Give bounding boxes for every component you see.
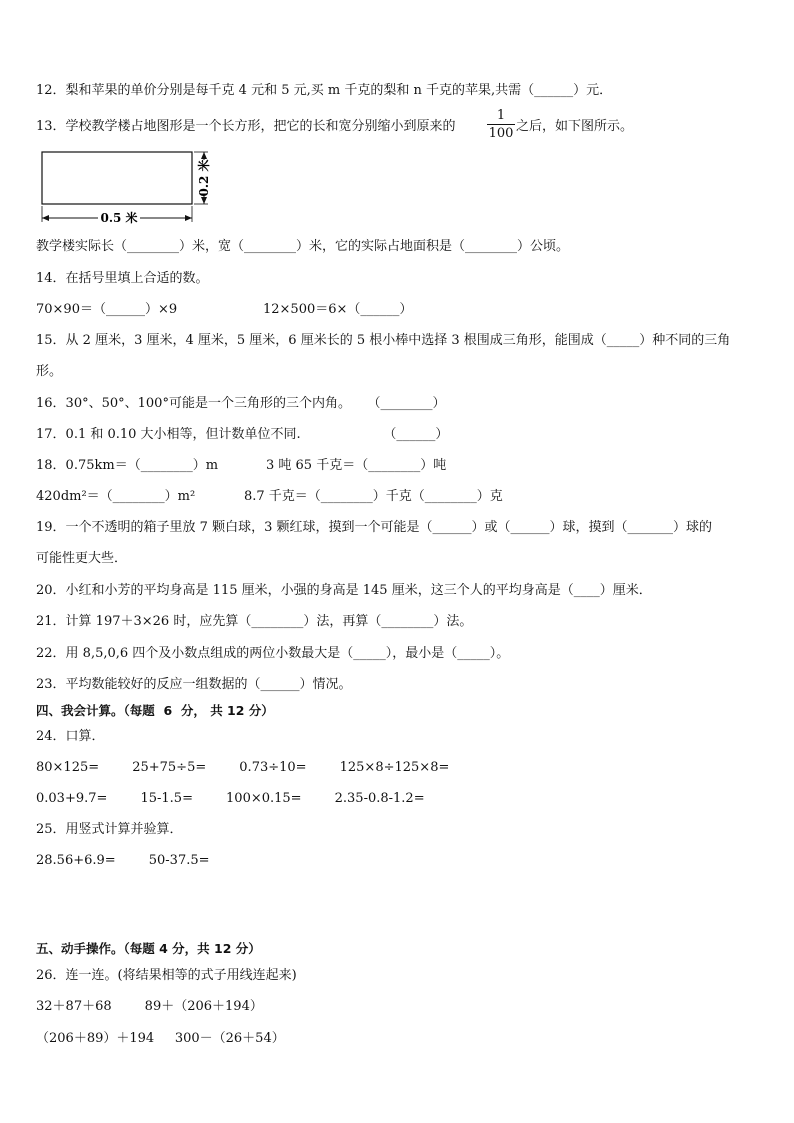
q14-a: 70×90＝（______）×9: [36, 302, 178, 317]
fraction-numerator: 1: [496, 108, 506, 123]
q26: 26．连一连。(将结果相等的式子用线连起来): [36, 968, 297, 983]
q24: 24．口算．: [36, 729, 105, 744]
q15-line1: 15．从 2 厘米，3 厘米，4 厘米，5 厘米，6 厘米长的 5 根小棒中选择 3 根围成三角形，能围成（_____）种不同的三角: [36, 333, 731, 348]
q18-d: 8.7 千克＝（________）千克（________）克: [244, 489, 503, 504]
q13-text: 13．学校教学楼占地图形是一个长方形，把它的长和宽分别缩小到原来的: [36, 119, 456, 134]
q26-row2: （206＋89）＋194 300－（26＋54）: [36, 1031, 285, 1046]
q18-c: 420dm²＝（________）m²: [36, 489, 196, 504]
q12: 12．梨和苹果的单价分别是每千克 4 元和 5 元,买 m 千克的梨和 n 千克的苹果,共需（______）元．: [36, 83, 613, 98]
q19-line2: 可能性更大些．: [36, 551, 128, 566]
q24-row1: 80×125= 25+75÷5= 0.73÷10= 125×8÷125×8=: [36, 760, 450, 775]
section-4-heading: 四、我会计算。（每题 6 分， 共 12 分）: [36, 703, 274, 718]
q14: 14．在括号里填上合适的数。: [36, 271, 209, 286]
q23: 23．平均数能较好的反应一组数据的（______）情况。: [36, 677, 352, 692]
q14-b: 12×500＝6×（______）: [263, 302, 413, 317]
q13-answer: 教学楼实际长（________）米，宽（________）米，它的实际占地面积是（________）公顷。: [36, 239, 570, 254]
q13-text-tail: 之后，如下图所示。: [516, 119, 634, 134]
q15-line2: 形。: [36, 364, 63, 379]
q25: 25．用竖式计算并验算．: [36, 822, 183, 837]
fraction-denominator: 100: [488, 126, 514, 141]
q24-row2: 0.03+9.7= 15-1.5= 100×0.15= 2.35-0.8-1.2=: [36, 791, 425, 806]
q25-row1: 28.56+6.9= 50-37.5=: [36, 853, 210, 868]
building-rectangle: [42, 152, 192, 204]
fraction-one-hundredth: [487, 108, 515, 141]
q22: 22．用 8,5,0,6 四个及小数点组成的两位小数最大是（_____），最小是（_____）。: [36, 646, 510, 661]
width-label: 0.5 米: [100, 211, 138, 225]
q16: 16．30°、50°、100°可能是一个三角形的三个内角。 （________）: [36, 396, 446, 411]
section-5-heading: 五、动手操作。（每题 4 分，共 12 分）: [36, 941, 261, 956]
height-label: 0.2 米: [197, 159, 211, 197]
rectangle-figure: [36, 146, 226, 226]
q17: 17．0.1 和 0.10 大小相等，但计数单位不同. （______）: [36, 427, 449, 442]
q20: 20．小红和小芳的平均身高是 115 厘米，小强的身高是 145 厘米，这三个人的平均身高是（____）厘米．: [36, 583, 652, 598]
q21: 21．计算 197＋3×26 时，应先算（________）法，再算（________）法。: [36, 614, 473, 629]
q26-row1: 32＋87＋68 89＋（206＋194）: [36, 999, 263, 1014]
q18-a: 18．0.75km＝（________）m: [36, 458, 219, 473]
q18-b: 3 吨 65 千克＝（________）吨: [266, 458, 447, 473]
q19-line1: 19．一个不透明的箱子里放 7 颗白球，3 颗红球，摸到一个可能是（______）或（______）球，摸到（_______）球的: [36, 520, 712, 535]
